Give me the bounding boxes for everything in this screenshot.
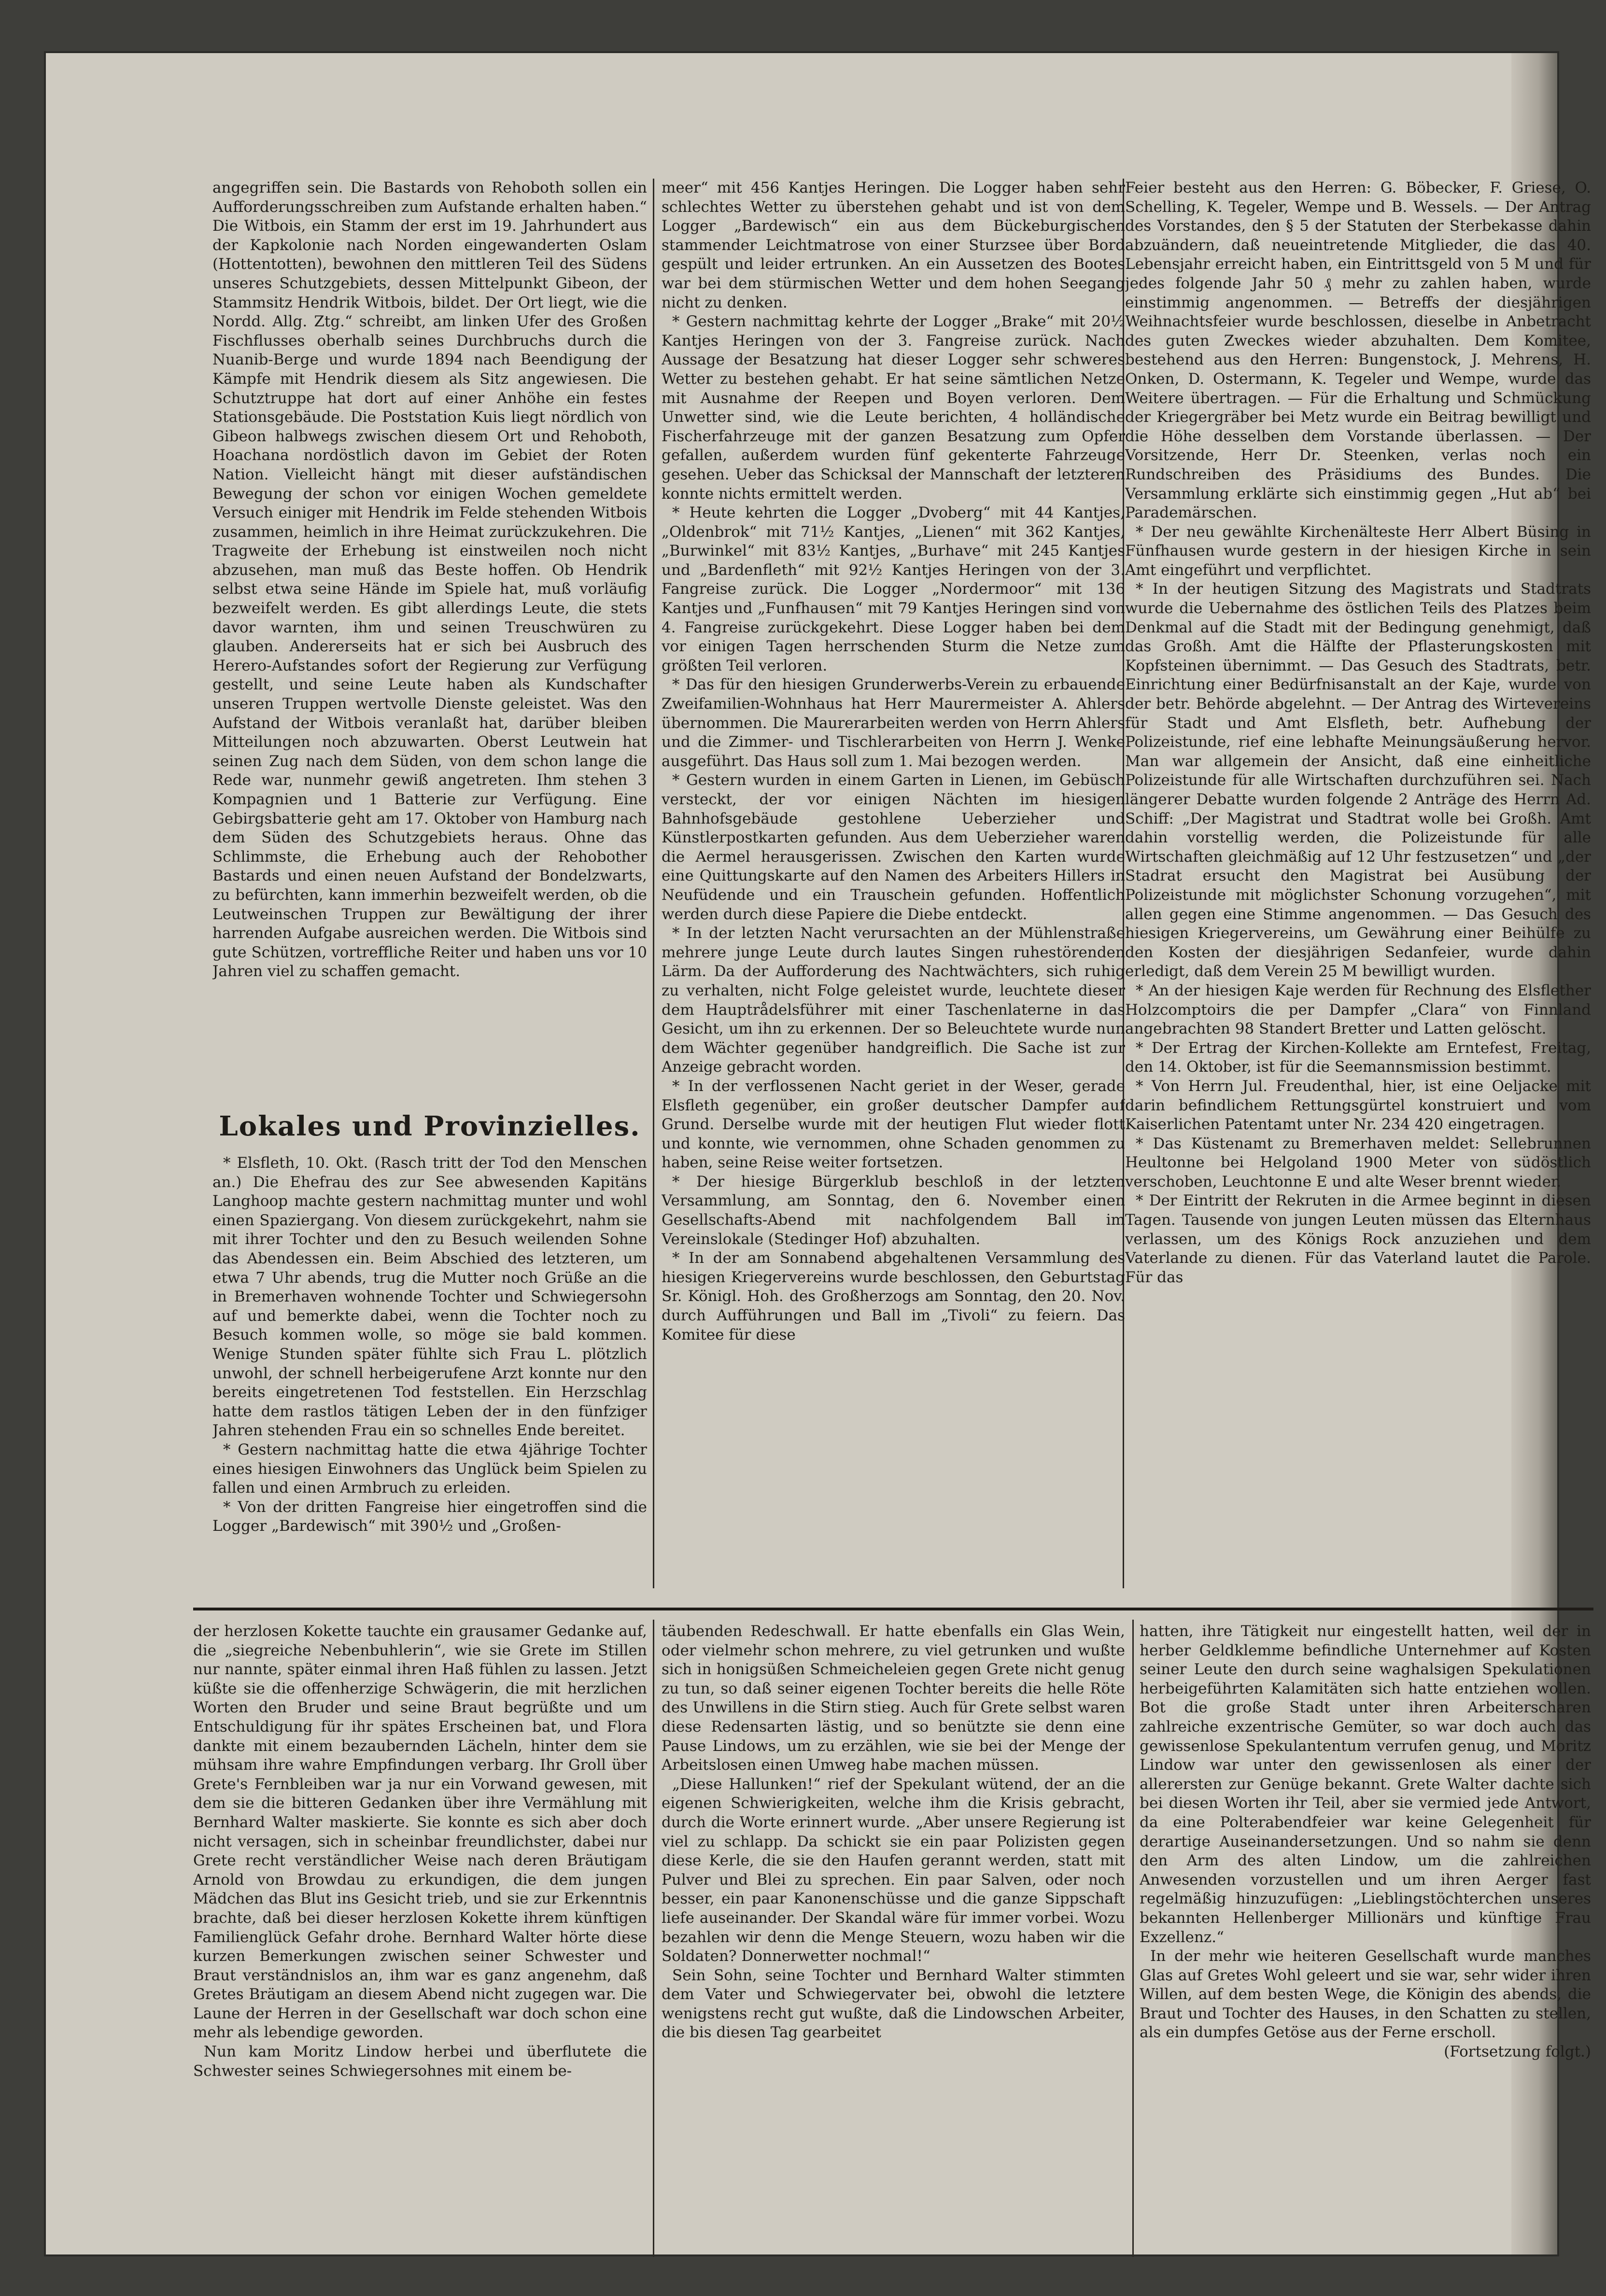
news-column-1 [212,179,647,1101]
section-heading: Lokales und Provinzielles. [219,1110,641,1142]
story-paragraph: „Diese Hallunken!“ rief der Spekulant wütend, der an die eigenen Schwierigkeiten, welche ihm die Krisis gebracht, durch die Worte erinnert wurde. „Aber unsere Regierung ist viel zu schlapp. Da schickt sie ein paar Polizisten gegen diese Kerle, die sie den Haufen gerannt werden, statt mit Pulver und Blei zu sprechen. Ein paar Salven, oder noch besser, ein paar Kanonenschüsse und die ganze Sippschaft liefe auseinander. Der Skandal wäre für immer vorbei. Wozu bezahlen wir denn die Menge Steuern, wozu haben wir die Soldaten? Donnerwetter nochmal!“ [662,1775,1125,1965]
news-paragraph: * In der verflossenen Nacht geriet in der Weser, gerade Elsfleth gegenüber, ein großer deutscher Dampfer auf Grund. Derselbe wurde mit der heutigen Flut wieder flott und konnte, wie vernommen, ohne Schaden genommen zu haben, seine Reise weiter fortsetzen. [662,1077,1125,1172]
feuilleton-column-1 [193,1622,647,2254]
news-paragraph: * Gestern nachmittag kehrte der Logger „Brake“ mit 20½ Kantjes Heringen von der 3. Fangreise zurück. Nach Aussage der Besatzung hat dieser Logger sehr schweres Wetter zu bestehen gehabt. Er hat seine sämtlichen Netze mit Ausnahme der Reepen und Boyen verloren. Dem Unwetter sind, wie die Leute berichten, 4 holländische Fischerfahrzeuge mit der ganzen Besatzung zum Opfer gefallen, außerdem wurden fünf gekenterte Fahrzeuge gesehen. Ueber das Schicksal der Mannschaft der letzteren konnte nichts ermittelt werden. [662,313,1125,503]
news-paragraph: * An der hiesigen Kaje werden für Rechnung des Elsflether Holzcomptoirs die per Dampfer „Clara“ von Finnland angebrachten 98 Standert Bretter und Latten gelöscht. [1125,981,1591,1038]
column-divider [1132,1620,1134,2257]
feuilleton-column-3 [1140,1622,1591,2254]
news-paragraph: * Elsfleth, 10. Okt. (Rasch tritt der Tod den Menschen an.) Die Ehefrau des zur See abwesenden Kapitäns Langhoop machte gestern nachmittag munter und wohl einen Spaziergang. Von diesem zurückgekehrt, nahm sie mit ihrer Tochter und den zu Besuch weilenden Sohne das Abendessen ein. Beim Abschied des letzteren, um etwa 7 Uhr abends, trug die Mutter noch Grüße an die in Bremerhaven wohnende Tochter und Schwiegersohn auf und bemerkte dabei, wenn die Tochter noch zu Besuch kommen wolle, so möge sie bald kommen. Wenige Stunden später fühlte sich Frau L. plötzlich unwohl, der schnell herbeigerufene Arzt konnte nur den bereits eingetretenen Tod feststellen. Ein Herzschlag hatte dem rastlos tätigen Leben der in den fünfziger Jahren stehenden Frau ein so schnelles Ende bereitet. [212,1154,647,1440]
news-paragraph: * Der Ertrag der Kirchen-Kollekte am Erntefest, Freitag, den 14. Oktober, ist für die Seemannsmission bestimmt. [1125,1039,1591,1076]
story-paragraph: täubenden Redeschwall. Er hatte ebenfalls ein Glas Wein, oder vielmehr schon mehrere, zu viel getrunken und wußte sich in honigsüßen Schmeicheleien gegen Grete nicht genug zu tun, so daß seiner eigenen Tochter bereits die helle Röte des Unwillens in die Stirn stieg. Auch für Grete selbst waren diese Redensarten lästig, und so benützte sie denn eine Pause Lindows, um zu erzählen, wie sie bei der Menge der Arbeitslosen einen Umweg habe machen müssen. [662,1623,1125,1774]
news-paragraph: * Das Küstenamt zu Bremerhaven meldet: Sellebrunnen Heultonne bei Helgoland 1900 Meter von südöstlich verschoben, Leuchtonne E und alte Weser brennt wieder. [1125,1134,1591,1190]
continuation-note: (Fortsetzung folgt.) [1444,2043,1591,2061]
news-paragraph: * Heute kehrten die Logger „Dvoberg“ mit 44 Kantjes, „Oldenbrok“ mit 71½ Kantjes, „Lienen“ mit 362 Kantjes, „Burwinkel“ mit 83½ Kantjes, „Burhave“ mit 245 Kantjes und „Bardenfleth“ mit 92½ Kantjes Heringen von der 3. Fangreise zurück. Die Logger „Nordermoor“ mit 136 Kantjes und „Funfhausen“ mit 79 Kantjes Heringen sind von 4. Fangreise zurückgekehrt. Diese Logger haben bei dem vor einigen Tagen herrschenden Sturm die Netze zum größten Teil verloren. [662,504,1125,674]
news-column-2 [662,179,1125,1588]
news-paragraph: * Der Eintritt der Rekruten in die Armee beginnt in diesen Tagen. Tausende von jungen Leuten müssen das Elternhaus verlassen, um des Königs Rock anzuziehen und dem Vaterlande zu dienen. Für das Vaterland lautet die Parole. Für das [1125,1192,1591,1286]
news-paragraph: * In der am Sonnabend abgehaltenen Versammlung des hiesigen Kriegervereins wurde beschlossen, den Geburtstag Sr. Königl. Hoh. des Großherzogs am Sonntag, den 20. Nov. durch Aufführungen und Ball im „Tivoli“ zu feiern. Das Komitee für diese [662,1249,1125,1344]
story-paragraph: In der mehr wie heiteren Gesellschaft wurde manches Glas auf Gretes Wohl geleert und sie war, sehr wider ihren Willen, auf dem besten Wege, die Königin des abends, die Braut und Tochter des Hauses, in den Schatten zu stellen, als ein dumpfes Getöse aus der Ferne erscholl. [1140,1947,1591,2042]
news-paragraph: * In der letzten Nacht verursachten an der Mühlenstraße mehrere junge Leute durch lautes Singen ruhestörenden Lärm. Da der Aufforderung des Nachtwächters, sich ruhig zu verhalten, nicht Folge geleistet wurde, leuchtete dieser dem Hauptrådelsführer mit einer Taschenlaterne in das Gesicht, um ihn zu erkennen. Der so Beleuchtete wurde nun dem Wächter gegenüber handgreiflich. Die Sache ist zur Anzeige gebracht worden. [662,924,1125,1076]
news-paragraph: * Der hiesige Bürgerklub beschloß in der letzten Versammlung, am Sonntag, den 6. November einen Gesellschafts-Abend mit nachfolgendem Ball im Vereinslokale (Stedinger Hof) abzuhalten. [662,1173,1125,1248]
news-paragraph: angegriffen sein. Die Bastards von Rehoboth sollen ein Aufforderungsschreiben zum Aufstande erhalten haben.“ Die Witbois, ein Stamm der erst im 19. Jahrhundert aus der Kapkolonie nach Norden eingewanderten Oslam (Hottentotten), bewohnen den mittleren Teil des Südens unseres Schutzgebiets, dessen Mittelpunkt Gibeon, der Stammsitz Hendrik Witbois, bildet. Der Ort liegt, wie die Nordd. Allg. Ztg.“ schreibt, am linken Ufer des Großen Fischflusses oberhalb seines Durchbruchs durch die Nuanib-Berge und wurde 1894 nach Beendigung der Kämpfe mit Hendrik diesem als Sitz angewiesen. Die Schutztruppe hat dort auf einer Anhöhe ein festes Stationsgebäude. Die Poststation Kuis liegt nördlich von Gibeon halbwegs zwischen diesem Ort und Rehoboth, Hoachana nordöstlich davon im Gebiet der Roten Nation. Vielleicht hängt mit dieser aufständischen Bewegung der schon vor einigen Wochen gemeldete Versuch einiger mit Hendrik im Felde stehenden Witbois zusammen, heimlich in ihre Heimat zurückzukehren. Die Tragweite der Erhebung ist einstweilen noch nicht abzusehen, man muß das Beste hoffen. Ob Hendrik selbst etwa seine Hände im Spiele hat, muß vorläufig bezweifelt werden. Es gibt allerdings Leute, die stets davor warnten, ihm und seinen Treuschwüren zu glauben. Andererseits hat er sich bei Ausbruch des Herero-Aufstandes sofort der Regierung zur Verfügung gestellt, und seine Leute haben als Kundschafter unseren Truppen wertvolle Dienste geleistet. Was den Aufstand der Witbois veranlaßt hat, darüber bleiben Mitteilungen noch abzuwarten. Oberst Leutwein hat seinen Zug nach dem Süden, von dem schon lange die Rede war, nunmehr gewiß angetreten. Ihm stehen 3 Kompagnien und 1 Batterie zur Verfügung. Eine Gebirgsbatterie geht am 17. Oktober von Hamburg nach dem Süden des Schutzgebiets heraus. Ohne das Schlimmste, die Erhebung auch der Rehobother Bastards und einen neuen Aufstand der Bondelzwarts, zu befürchten, kann immerhin bezweifelt werden, ob die Leutweinschen Truppen zur Bewältigung der ihrer harrenden Aufgabe ausreichen werden. Die Witbois sind gute Schützen, vortreffliche Reiter und haben uns vor 10 Jahren viel zu schaffen gemacht. [212,179,647,980]
story-paragraph: Nun kam Moritz Lindow herbei und überflutete die Schwester seines Schwiegersohnes mit einem be- [193,2043,647,2080]
column-divider [653,179,654,1588]
news-paragraph: * Das für den hiesigen Grunderwerbs-Verein zu erbauende Zweifamilien-Wohnhaus hat Herr Maurermeister A. Ahlers übernommen. Die Maurerarbeiten werden von Herrn Ahlers und die Zimmer- und Tischlerarbeiten von Herrn J. Wenke ausgeführt. Das Haus soll zum 1. Mai bezogen werden. [662,676,1125,770]
news-paragraph: * Von der dritten Fangreise hier eingetroffen sind die Logger „Bardewisch“ mit 390½ und „Großen- [212,1498,647,1535]
news-paragraph: * Von Herrn Jul. Freudenthal, hier, ist eine Oeljacke mit darin befindlichem Rettungsgürtel konstruiert und vom Kaiserlichen Patentamt unter Nr. 234 420 eingetragen. [1125,1077,1591,1134]
story-paragraph: hatten, ihre Tätigkeit nur eingestellt hatten, weil der in herber Geldklemme befindliche Unternehmer auf Kosten seiner Leute den durch seine waghalsigen Spekulationen herbeigeführten Kalamitäten sich hatte entziehen wollen. Bot die große Stadt unter ihren Arbeiterscharen zahlreiche exzentrische Gemüter, so war doch auch das gewissenlose Spekulantentum verrufen genug, und Moritz Lindow war unter den gewissenlosen als einer der allerersten zur Genüge bekannt. Grete Walter dachte sich bei diesen Worten ihr Teil, aber sie vermied jede Antwort, da eine Polterabendfeier war keine Gelegenheit für derartige Auseinandersetzungen. Und so nahm sie denn den Arm des alten Lindow, um die zahlreichen Anwesenden vorzustellen und um ihren Aerger fast regelmäßig hinzuzufügen: „Lieblingstöchterchen unseres bekannten Hellenberger Millionärs und künftige Frau Exzellenz.“ [1140,1623,1591,1946]
lokales-column [212,1154,647,1588]
story-paragraph: der herzlosen Kokette tauchte ein grausamer Gedanke auf, die „siegreiche Nebenbuhlerin“, wie sie Grete im Stillen nur nannte, später einmal ihren Haß fühlen zu lassen. Jetzt küßte sie die offenherzige Schwägerin, die mit herzlichen Worten den Bruder und seine Braut begrüßte und um Entschuldigung für ihr spätes Erscheinen bat, und Flora dankte mit einem bezaubernden Lächeln, hinter dem sie mühsam ihre wahre Empfindungen verbarg. Ihr Groll über Grete's Fernbleiben war ja nur ein Vorwand gewesen, mit dem sie die bitteren Gedanken über ihre Vermählung mit Bernhard Walter maskierte. Sie konnte es sich aber doch nicht versagen, sich in scheinbar freundlichster, dabei nur Grete recht verständlicher Weise nach deren Bräutigam Arnold von Browdau zu erkundigen, die dem jungen Mädchen das Blut ins Gesicht trieb, und sie zur Erkenntnis brachte, daß bei dieser herzlosen Kokette ihrem künftigen Familienglück Gefahr drohe. Bernhard Walter hörte diese kurzen Bemerkungen zwischen seiner Schwester und Braut verständnislos an, ihm war es ganz angenehm, daß Gretes Bräutigam an diesem Abend nicht zugegen war. Die Laune der Herren in der Gesellschaft war doch schon eine mehr als lebendige geworden. [193,1623,647,2042]
feuilleton-column-2 [662,1622,1125,2254]
feuilleton-divider [193,1608,1593,1610]
news-paragraph: * Der neu gewählte Kirchenälteste Herr Albert Büsing in Fünfhausen wurde gestern in der hiesigen Kirche in sein Amt eingeführt und verpflichtet. [1125,523,1591,579]
news-paragraph: * Gestern wurden in einem Garten in Lienen, im Gebüsch versteckt, der vor einigen Nächten im hiesigen Bahnhofsgebäude gestohlene Ueberzieher und Künstlerpostkarten gefunden. Aus dem Ueberzieher waren die Aermel herausgerissen. Zwischen den Karten wurde eine Quittungskarte auf den Namen des Arbeiters Hillers in Neufüdende und ein Trauschein gefunden. Hoffentlich werden durch diese Papiere die Diebe entdeckt. [662,771,1125,923]
column-divider [653,1620,654,2257]
news-paragraph: * Gestern nachmittag hatte die etwa 4jährige Tochter eines hiesigen Einwohners das Unglück beim Spielen zu fallen und einen Armbruch zu erleiden. [212,1441,647,1497]
news-column-3 [1125,179,1591,1588]
news-paragraph: meer“ mit 456 Kantjes Heringen. Die Logger haben sehr schlechtes Wetter zu überstehen gehabt und ist von dem Logger „Bardewisch“ ein aus dem Bückeburgischen stammender Leichtmatrose von einer Sturzsee über Bord gespült und leider ertrunken. An ein Aussetzen des Bootes war bei dem stürmischen Wetter und dem hohen Seegang nicht zu denken. [662,179,1125,311]
news-paragraph: * In der heutigen Sitzung des Magistrats und Stadtrats wurde die Uebernahme des östlichen Teils des Platzes beim Denkmal auf die Stadt mit der Bedingung genehmigt, daß das Großh. Amt die Hälfte der Pflasterungskosten mit Kopfsteinen übernimmt. — Das Gesuch des Stadtrats, betr. Einrichtung einer Bedürfnisanstalt an der Kaje, wurde von der betr. Behörde abgelehnt. — Der Antrag des Wirtevereins für Stadt und Amt Elsfleth, betr. Aufhebung der Polizeistunde, rief eine lebhafte Meinungsäußerung hervor. Man war allgemein der Ansicht, daß eine einheitliche Polizeistunde für alle Wirtschaften durchzuführen sei. Nach längerer Debatte wurden folgende 2 Anträge des Herrn Ad. Schiff: „Der Magistrat und Stadtrat wolle bei Großh. Amt dahin vorstellig werden, die Polizeistunde für alle Wirtschaften gleichmäßig auf 12 Uhr festzusetzen“ und „der Stadrat ersucht den Magistrat bei Ausübung der Polizeistunde mit möglichster Schonung vorzugehen“, mit allen gegen eine Stimme angenommen. — Das Gesuch des hiesigen Kriegervereins, um Gewährung einer Beihülfe zu den Kosten der diesjährigen Sedanfeier, wurde dahin erledigt, daß dem Verein 25 M bewilligt wurden. [1125,580,1591,980]
news-paragraph: Feier besteht aus den Herren: G. Böbecker, F. Griese, O. Schelling, K. Tegeler, Wempe und B. Wessels. — Der Antrag des Vorstandes, den § 5 der Statuten der Sterbekasse dahin abzuändern, daß neueintretende Mitglieder, die das 40. Lebensjahr erreicht haben, ein Eintrittsgeld von 5 M und für jedes folgende Jahr 50 ₰ mehr zu zahlen haben, wurde einstimmig angenommen. — Betreffs der diesjährigen Weihnachtsfeier wurde beschlossen, dieselbe in Anbetracht des guten Zweckes wieder abzuhalten. Dem Komitee, bestehend aus den Herren: Bungenstock, J. Mehrens, H. Onken, D. Ostermann, K. Tegeler und Wempe, wurde das Weitere übertragen. — Für die Erhaltung und Schmückung der Kriegergräber bei Metz wurde ein Beitrag bewilligt und die Höhe desselben dem Vorstande überlassen. — Der Vorsitzende, Herr Dr. Steenken, verlas noch ein Rundschreiben des Präsidiums des Bundes. Die Versammlung erklärte sich einstimmig gegen „Hut ab“ bei Parademärschen. [1125,179,1591,522]
story-paragraph: Sein Sohn, seine Tochter und Bernhard Walter stimmten dem Vater und Schwiegervater bei, obwohl die letztere wenigstens recht gut wußte, daß die Lindowschen Arbeiter, die bis diesen Tag gearbeitet [662,1966,1125,2042]
